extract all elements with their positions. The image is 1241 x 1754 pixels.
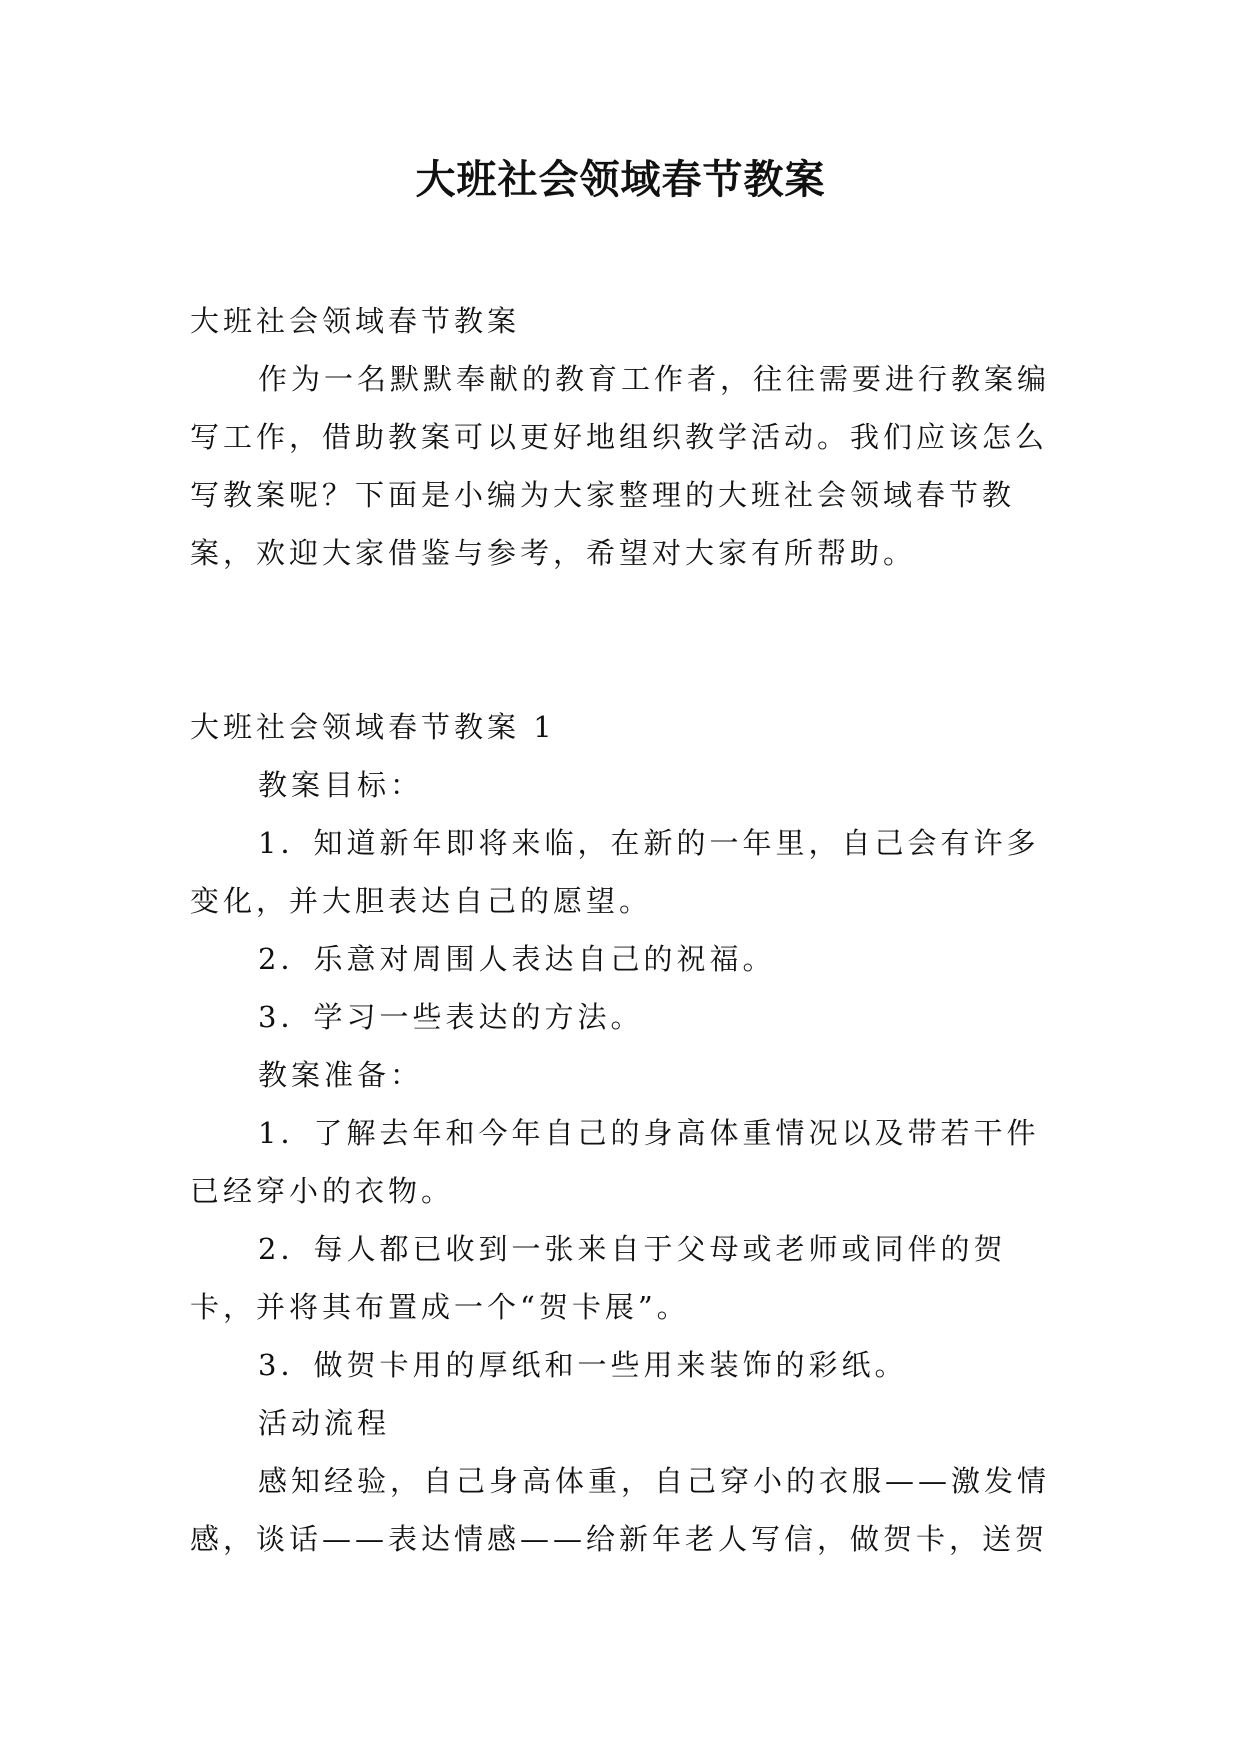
flow-label: 活动流程 [258,1406,391,1440]
goals-label: 教案目标： [258,768,424,802]
document-title: 大班社会领域春节教案 [415,157,826,203]
document-body [190,292,1062,1568]
flow-paragraph: 感知经验，自己身高体重，自己穿小的衣服——激发情感，谈话——表达情感——给新年老人写信，做贺卡，送贺 [190,1464,1051,1556]
section-spacer [190,582,1062,698]
intro-paragraph: 作为一名默默奉献的教育工作者，往往需要进行教案编写工作，借助教案可以更好地组织教学活动。我们应该怎么写教案呢？下面是小编为大家整理的大班社会领域春节教案，欢迎大家借鉴与参考，希望对大家有所帮助。 [190,362,1051,570]
prep-item: 2．每人都已收到一张来自于父母或老师或同伴的贺卡，并将其布置成一个“贺卡展”。 [190,1232,1007,1324]
goal-item: 1．知道新年即将来临，在新的一年里，自己会有许多变化，并大胆表达自己的愿望。 [190,826,1040,918]
goal-item: 2．乐意对周围人表达自己的祝福。 [258,942,776,976]
prep-item: 1．了解去年和今年自己的身高体重情况以及带若干件已经穿小的衣物。 [190,1116,1040,1208]
document-subtitle: 大班社会领域春节教案 [190,304,521,338]
goal-item: 3．学习一些表达的方法。 [258,1000,644,1034]
section-heading: 大班社会领域春节教案 1 [190,710,556,744]
prep-item: 3．做贺卡用的厚纸和一些用来装饰的彩纸。 [258,1348,908,1382]
prep-label: 教案准备： [258,1058,424,1092]
